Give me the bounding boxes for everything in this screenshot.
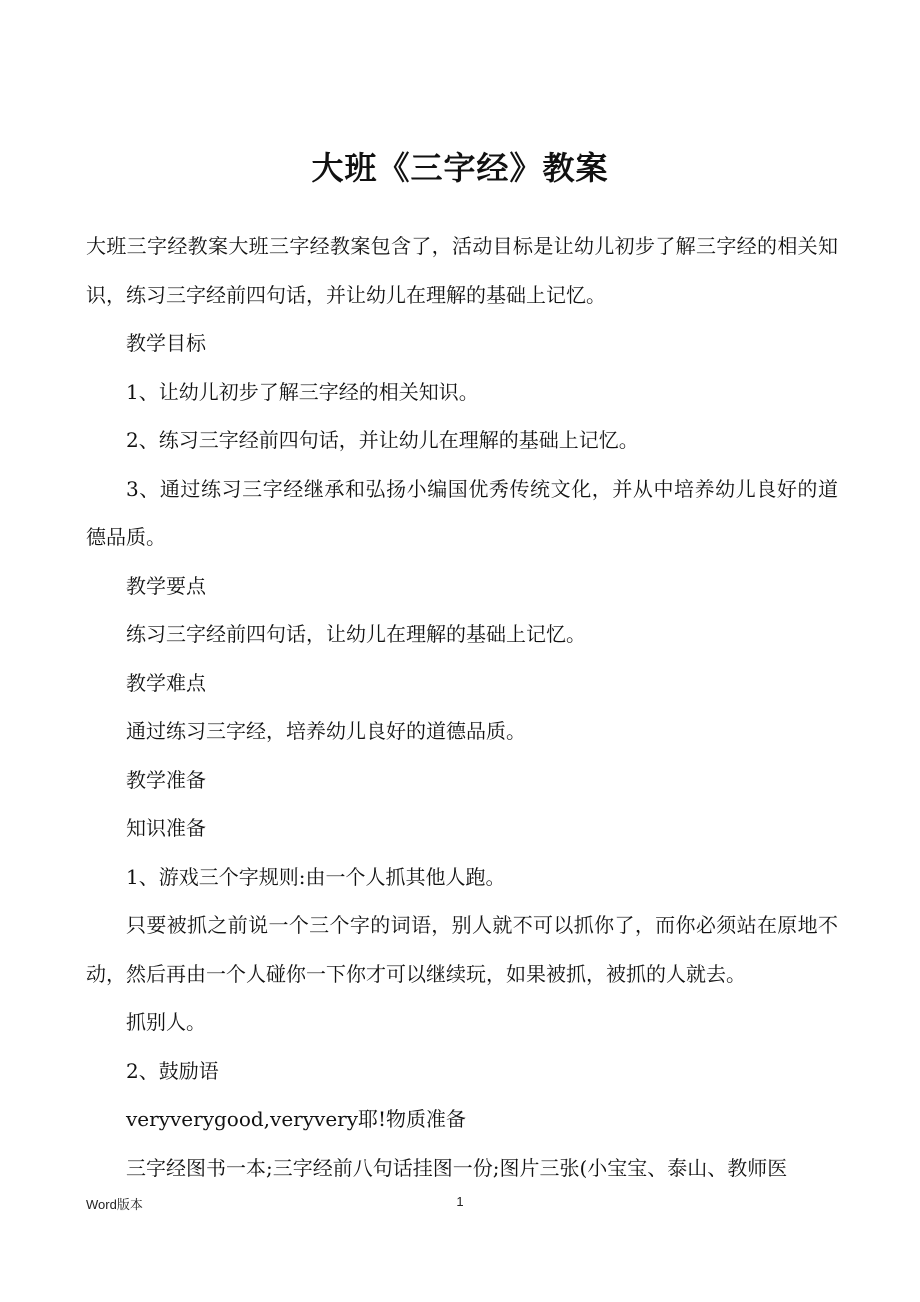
paragraph-intro: 大班三字经教案大班三字经教案包含了，活动目标是让幼儿初步了解三字经的相关知识，练习三字经前四句话，并让幼儿在理解的基础上记忆。 [86, 234, 838, 307]
document-title: 大班《三字经》教案 [311, 149, 609, 187]
difficulties-text: 通过练习三字经，培养幼儿良好的道德品质。 [126, 719, 526, 743]
key-points-text: 练习三字经前四句话，让幼儿在理解的基础上记忆。 [126, 622, 586, 646]
game-rule-item-1: 1、游戏三个字规则:由一个人抓其他人跑。 [126, 864, 506, 889]
page-number: 1 [456, 1194, 464, 1209]
goal-item-3: 3、通过练习三字经继承和弘扬小编国优秀传统文化，并从中培养幼儿良好的道德品质。 [86, 476, 838, 549]
material-prep-text: 三字经图书一本;三字经前八句话挂图一份;图片三张(小宝宝、泰山、教师医 [126, 1155, 788, 1180]
goal-item-1: 1、让幼儿初步了解三字经的相关知识。 [126, 379, 479, 404]
heading-key-points: 教学要点 [126, 573, 206, 598]
goal-item-2: 2、练习三字经前四句话，并让幼儿在理解的基础上记忆。 [126, 428, 639, 452]
encouragement-item-2: 2、鼓励语 [126, 1058, 219, 1083]
heading-knowledge-prep: 知识准备 [126, 816, 206, 840]
heading-teaching-goals: 教学目标 [126, 331, 206, 355]
encouragement-text: veryverygood,veryvery耶!物质准备 [126, 1107, 467, 1131]
heading-difficulties: 教学难点 [126, 670, 206, 695]
footer-label: Word版本 [86, 1197, 143, 1212]
game-rule-text: 只要被抓之前说一个三个字的词语，别人就不可以抓你了，而你必须站在原地不动，然后再由一个人碰你一下你才可以继续玩，如果被抓，被抓的人就去。 [86, 913, 838, 986]
game-rule-continued: 抓别人。 [126, 1010, 206, 1034]
document-body [86, 222, 838, 1192]
heading-preparation: 教学准备 [126, 767, 206, 792]
